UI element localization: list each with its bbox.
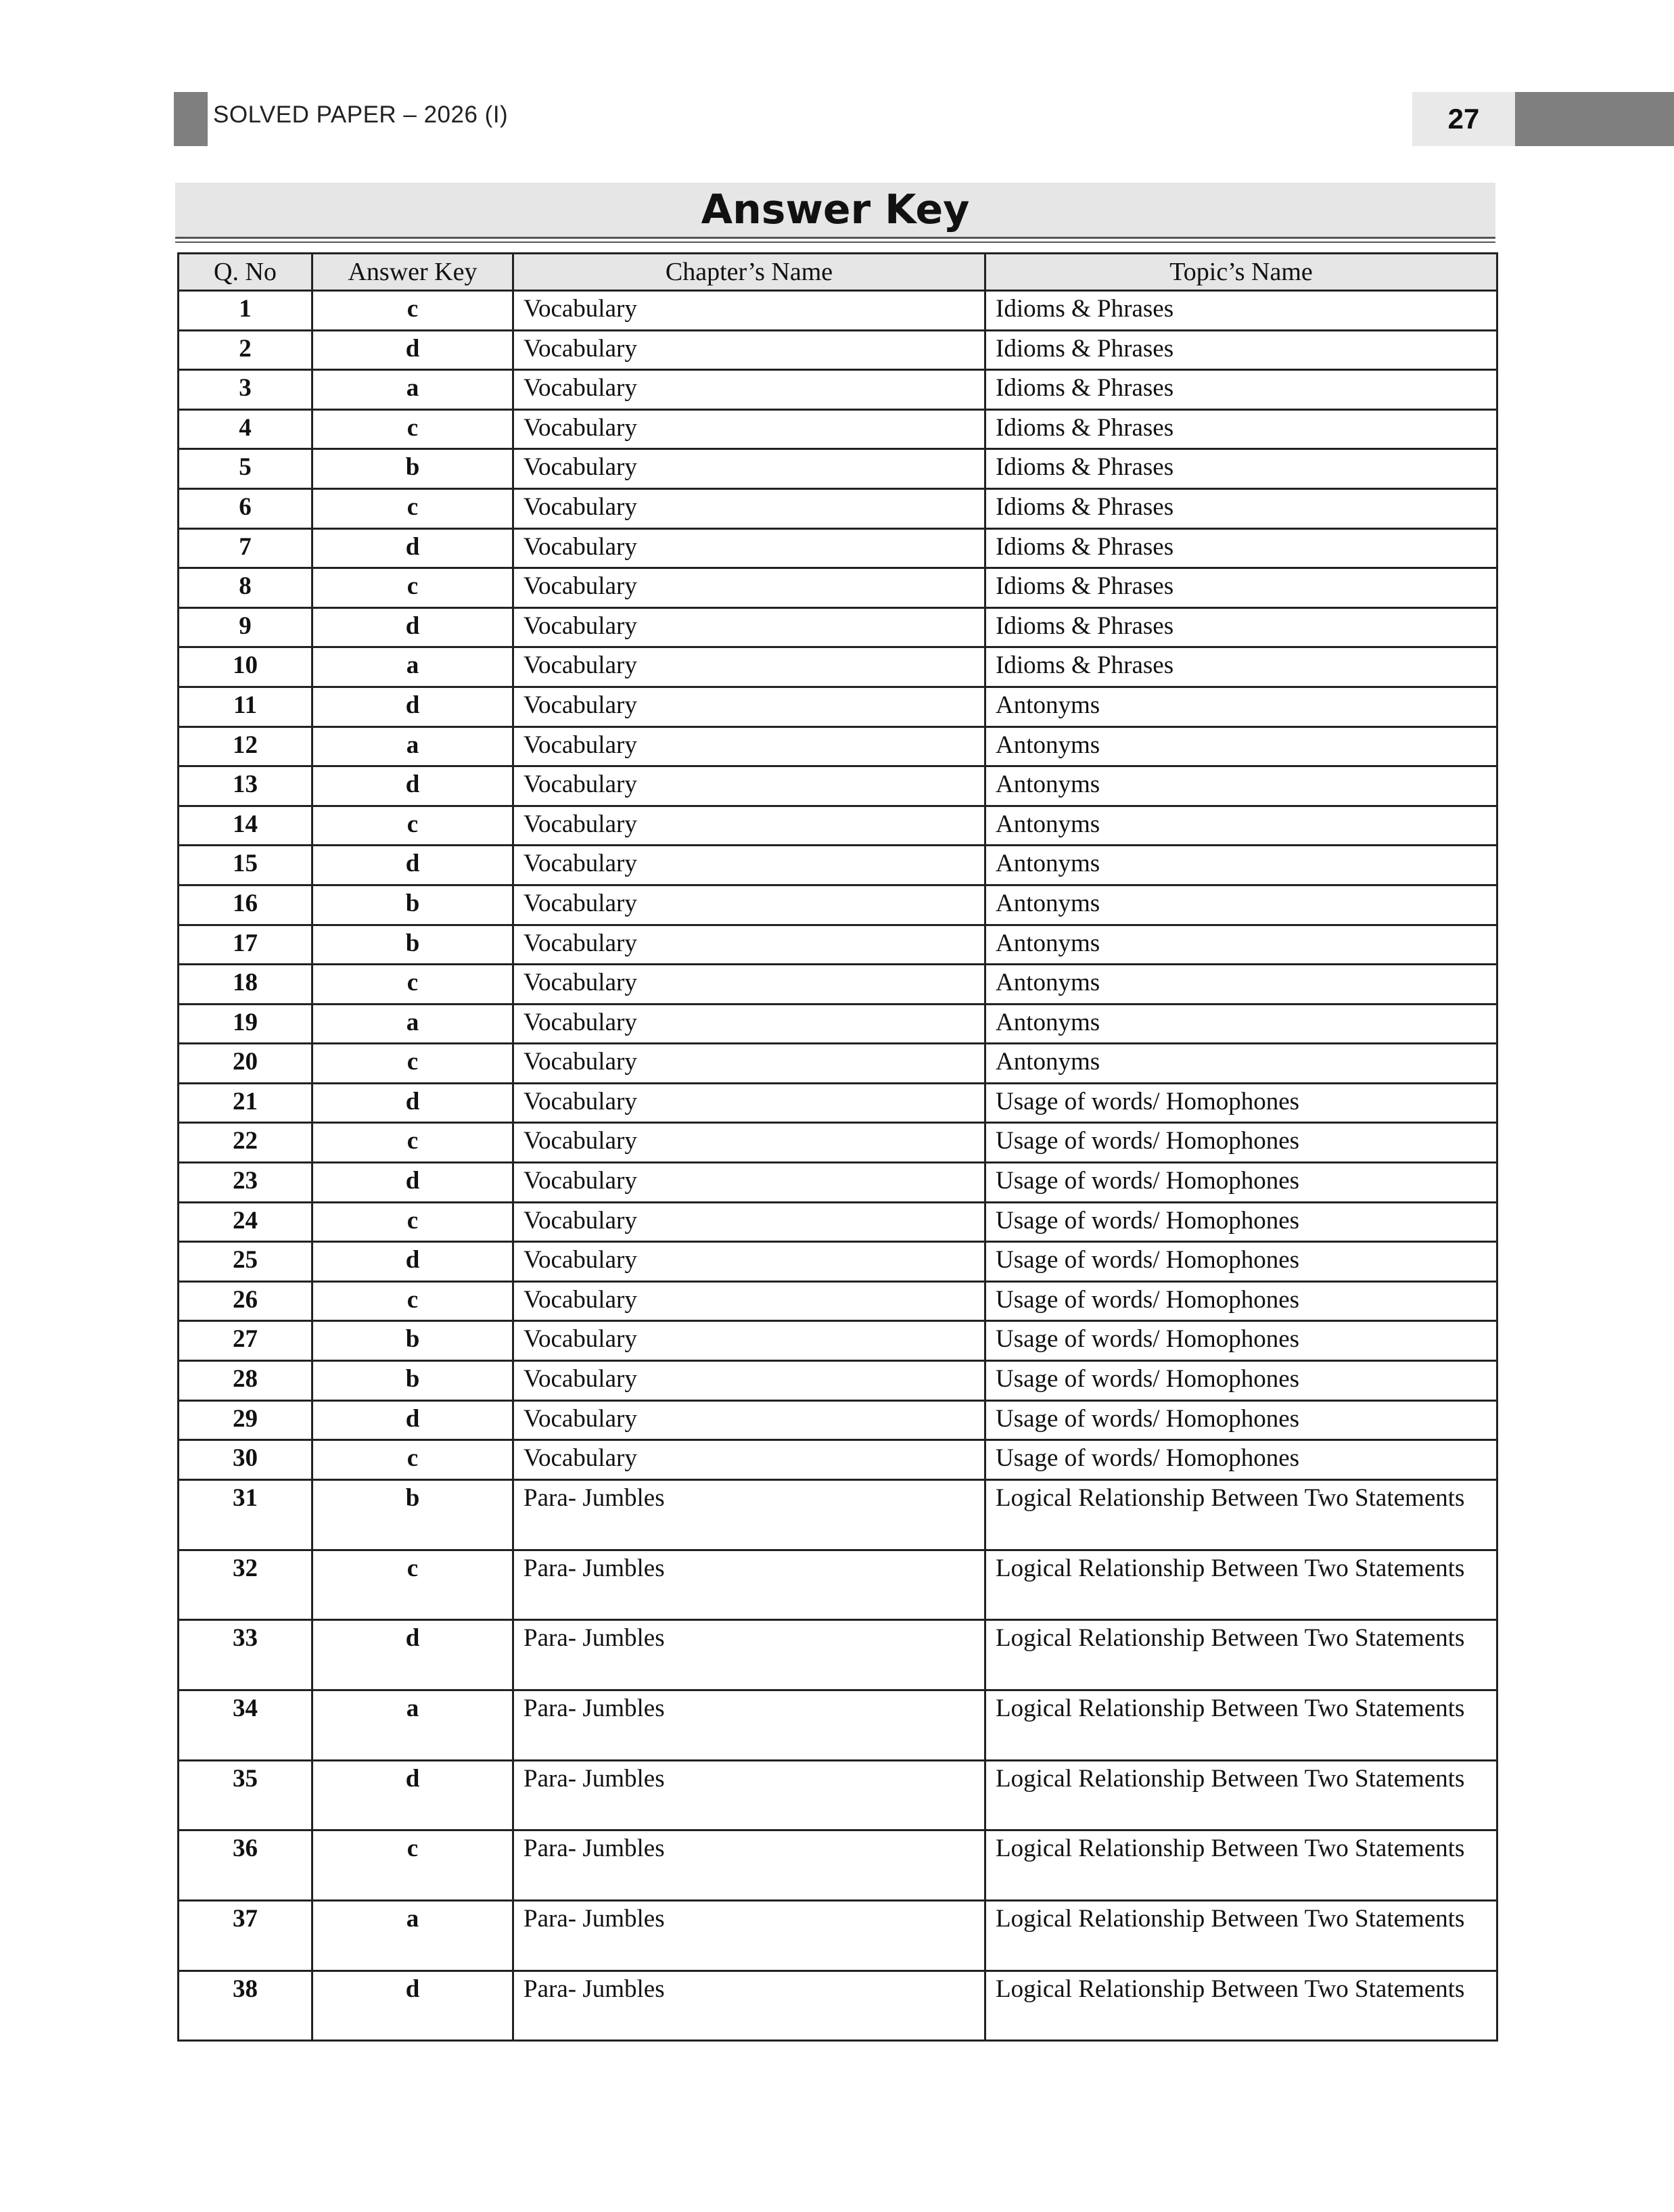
answer-cell: a [312, 727, 513, 766]
question-number-cell: 22 [179, 1123, 312, 1163]
topic-name-cell: Usage of words/ Homophones [985, 1440, 1497, 1480]
table-row [179, 528, 1497, 568]
table-row [179, 1440, 1497, 1480]
section-title: Answer Key [175, 183, 1495, 237]
question-number-cell: 4 [179, 409, 312, 449]
chapter-name-cell: Vocabulary [513, 409, 985, 449]
question-number-cell: 27 [179, 1321, 312, 1361]
table-row [179, 1479, 1497, 1550]
answer-cell: d [312, 687, 513, 727]
answer-cell: c [312, 1550, 513, 1620]
topic-name-cell: Usage of words/ Homophones [985, 1083, 1497, 1123]
chapter-name-cell: Para- Jumbles [513, 1830, 985, 1901]
table-row [179, 885, 1497, 925]
table-row [179, 1004, 1497, 1044]
question-number-cell: 11 [179, 687, 312, 727]
answer-cell: d [312, 330, 513, 370]
answer-cell: b [312, 1361, 513, 1401]
table-row [179, 607, 1497, 647]
topic-name-cell: Usage of words/ Homophones [985, 1321, 1497, 1361]
column-header-answer-key: Answer Key [312, 254, 513, 291]
chapter-name-cell: Vocabulary [513, 925, 985, 965]
table-row [179, 1690, 1497, 1760]
table-header-row [179, 254, 1497, 291]
topic-name-cell: Logical Relationship Between Two Statements [985, 1971, 1497, 2041]
question-number-cell: 36 [179, 1830, 312, 1901]
chapter-name-cell: Vocabulary [513, 568, 985, 608]
topic-name-cell: Usage of words/ Homophones [985, 1202, 1497, 1242]
column-header-chapter: Chapter’s Name [513, 254, 985, 291]
table-row [179, 766, 1497, 806]
chapter-name-cell: Para- Jumbles [513, 1690, 985, 1760]
question-number-cell: 38 [179, 1971, 312, 2041]
topic-name-cell: Usage of words/ Homophones [985, 1400, 1497, 1440]
topic-name-cell: Usage of words/ Homophones [985, 1281, 1497, 1321]
chapter-name-cell: Vocabulary [513, 885, 985, 925]
table-row [179, 1321, 1497, 1361]
answer-cell: c [312, 1281, 513, 1321]
answer-cell: b [312, 885, 513, 925]
chapter-name-cell: Vocabulary [513, 370, 985, 410]
table-row [179, 370, 1497, 410]
answer-cell: b [312, 1479, 513, 1550]
chapter-name-cell: Para- Jumbles [513, 1900, 985, 1971]
answer-cell: d [312, 1760, 513, 1830]
question-number-cell: 32 [179, 1550, 312, 1620]
topic-name-cell: Logical Relationship Between Two Statements [985, 1620, 1497, 1690]
question-number-cell: 29 [179, 1400, 312, 1440]
table-row [179, 687, 1497, 727]
question-number-cell: 16 [179, 885, 312, 925]
question-number-cell: 5 [179, 449, 312, 489]
table-row [179, 846, 1497, 885]
topic-name-cell: Logical Relationship Between Two Statements [985, 1479, 1497, 1550]
table-row [179, 1900, 1497, 1971]
table-row [179, 1550, 1497, 1620]
table-row [179, 925, 1497, 965]
answer-cell: a [312, 1900, 513, 1971]
table-row [179, 647, 1497, 687]
answer-cell: b [312, 1321, 513, 1361]
question-number-cell: 19 [179, 1004, 312, 1044]
chapter-name-cell: Vocabulary [513, 766, 985, 806]
answer-cell: a [312, 370, 513, 410]
topic-name-cell: Logical Relationship Between Two Statements [985, 1550, 1497, 1620]
question-number-cell: 33 [179, 1620, 312, 1690]
question-number-cell: 10 [179, 647, 312, 687]
table-row [179, 1123, 1497, 1163]
chapter-name-cell: Vocabulary [513, 449, 985, 489]
question-number-cell: 23 [179, 1163, 312, 1203]
topic-name-cell: Logical Relationship Between Two Statements [985, 1690, 1497, 1760]
topic-name-cell: Logical Relationship Between Two Statements [985, 1760, 1497, 1830]
table-row [179, 727, 1497, 766]
chapter-name-cell: Vocabulary [513, 330, 985, 370]
chapter-name-cell: Vocabulary [513, 607, 985, 647]
chapter-name-cell: Vocabulary [513, 846, 985, 885]
question-number-cell: 13 [179, 766, 312, 806]
table-row [179, 488, 1497, 528]
table-row [179, 1760, 1497, 1830]
answer-key-table [177, 252, 1498, 2042]
chapter-name-cell: Vocabulary [513, 488, 985, 528]
table-body [179, 291, 1497, 2041]
chapter-name-cell: Vocabulary [513, 528, 985, 568]
topic-name-cell: Logical Relationship Between Two Statements [985, 1830, 1497, 1901]
topic-name-cell: Logical Relationship Between Two Statements [985, 1900, 1497, 1971]
question-number-cell: 3 [179, 370, 312, 410]
topic-name-cell: Usage of words/ Homophones [985, 1242, 1497, 1282]
question-number-cell: 14 [179, 806, 312, 846]
table-row [179, 1163, 1497, 1203]
answer-cell: c [312, 1440, 513, 1480]
answer-cell: c [312, 291, 513, 331]
topic-name-cell: Antonyms [985, 846, 1497, 885]
topic-name-cell: Antonyms [985, 687, 1497, 727]
topic-name-cell: Idioms & Phrases [985, 647, 1497, 687]
topic-name-cell: Antonyms [985, 727, 1497, 766]
topic-name-cell: Idioms & Phrases [985, 568, 1497, 608]
topic-name-cell: Usage of words/ Homophones [985, 1123, 1497, 1163]
answer-cell: d [312, 846, 513, 885]
page-number: 27 [1412, 92, 1515, 146]
chapter-name-cell: Vocabulary [513, 687, 985, 727]
chapter-name-cell: Vocabulary [513, 291, 985, 331]
question-number-cell: 21 [179, 1083, 312, 1123]
question-number-cell: 12 [179, 727, 312, 766]
chapter-name-cell: Vocabulary [513, 1004, 985, 1044]
chapter-name-cell: Vocabulary [513, 965, 985, 1005]
topic-name-cell: Antonyms [985, 925, 1497, 965]
answer-cell: d [312, 1242, 513, 1282]
chapter-name-cell: Vocabulary [513, 1163, 985, 1203]
question-number-cell: 1 [179, 291, 312, 331]
answer-cell: b [312, 449, 513, 489]
table-row [179, 291, 1497, 331]
chapter-name-cell: Vocabulary [513, 1123, 985, 1163]
topic-name-cell: Idioms & Phrases [985, 528, 1497, 568]
question-number-cell: 2 [179, 330, 312, 370]
answer-cell: c [312, 1044, 513, 1084]
answer-cell: c [312, 1123, 513, 1163]
chapter-name-cell: Vocabulary [513, 1321, 985, 1361]
question-number-cell: 8 [179, 568, 312, 608]
topic-name-cell: Antonyms [985, 1004, 1497, 1044]
table-row [179, 1830, 1497, 1901]
table-row [179, 1202, 1497, 1242]
question-number-cell: 6 [179, 488, 312, 528]
chapter-name-cell: Vocabulary [513, 1440, 985, 1480]
question-number-cell: 26 [179, 1281, 312, 1321]
question-number-cell: 20 [179, 1044, 312, 1084]
question-number-cell: 30 [179, 1440, 312, 1480]
chapter-name-cell: Vocabulary [513, 1202, 985, 1242]
topic-name-cell: Idioms & Phrases [985, 330, 1497, 370]
table-row [179, 1971, 1497, 2041]
table-row [179, 1083, 1497, 1123]
chapter-name-cell: Para- Jumbles [513, 1971, 985, 2041]
topic-name-cell: Antonyms [985, 965, 1497, 1005]
answer-cell: d [312, 1083, 513, 1123]
chapter-name-cell: Para- Jumbles [513, 1620, 985, 1690]
table-row [179, 330, 1497, 370]
answer-cell: d [312, 1620, 513, 1690]
chapter-name-cell: Vocabulary [513, 1242, 985, 1282]
question-number-cell: 9 [179, 607, 312, 647]
answer-cell: c [312, 965, 513, 1005]
table-row [179, 1044, 1497, 1084]
title-underline [175, 237, 1495, 239]
table-row [179, 409, 1497, 449]
table-row [179, 806, 1497, 846]
topic-name-cell: Idioms & Phrases [985, 291, 1497, 331]
chapter-name-cell: Vocabulary [513, 1361, 985, 1401]
question-number-cell: 24 [179, 1202, 312, 1242]
chapter-name-cell: Vocabulary [513, 1400, 985, 1440]
question-number-cell: 25 [179, 1242, 312, 1282]
answer-cell: d [312, 607, 513, 647]
answer-cell: d [312, 766, 513, 806]
topic-name-cell: Antonyms [985, 1044, 1497, 1084]
table-row [179, 965, 1497, 1005]
answer-cell: c [312, 1202, 513, 1242]
topic-name-cell: Idioms & Phrases [985, 409, 1497, 449]
answer-cell: c [312, 568, 513, 608]
answer-cell: c [312, 409, 513, 449]
topic-name-cell: Usage of words/ Homophones [985, 1163, 1497, 1203]
table-row [179, 1400, 1497, 1440]
chapter-name-cell: Para- Jumbles [513, 1550, 985, 1620]
table-row [179, 1281, 1497, 1321]
table-row [179, 449, 1497, 489]
header-left-bar [174, 92, 208, 146]
answer-cell: a [312, 647, 513, 687]
answer-cell: d [312, 1400, 513, 1440]
chapter-name-cell: Vocabulary [513, 1044, 985, 1084]
topic-name-cell: Idioms & Phrases [985, 370, 1497, 410]
column-header-qno: Q. No [179, 254, 312, 291]
chapter-name-cell: Para- Jumbles [513, 1760, 985, 1830]
answer-cell: d [312, 1163, 513, 1203]
chapter-name-cell: Para- Jumbles [513, 1479, 985, 1550]
question-number-cell: 18 [179, 965, 312, 1005]
topic-name-cell: Idioms & Phrases [985, 607, 1497, 647]
topic-name-cell: Antonyms [985, 766, 1497, 806]
chapter-name-cell: Vocabulary [513, 1281, 985, 1321]
topic-name-cell: Antonyms [985, 885, 1497, 925]
table-row [179, 1620, 1497, 1690]
question-number-cell: 35 [179, 1760, 312, 1830]
question-number-cell: 15 [179, 846, 312, 885]
answer-cell: a [312, 1004, 513, 1044]
table-row [179, 1361, 1497, 1401]
table-row [179, 568, 1497, 608]
question-number-cell: 7 [179, 528, 312, 568]
title-underline-second [175, 241, 1495, 243]
question-number-cell: 31 [179, 1479, 312, 1550]
question-number-cell: 28 [179, 1361, 312, 1401]
answer-cell: a [312, 1690, 513, 1760]
chapter-name-cell: Vocabulary [513, 647, 985, 687]
answer-cell: c [312, 806, 513, 846]
question-number-cell: 17 [179, 925, 312, 965]
topic-name-cell: Idioms & Phrases [985, 488, 1497, 528]
answer-cell: d [312, 1971, 513, 2041]
question-number-cell: 37 [179, 1900, 312, 1971]
column-header-topic: Topic’s Name [985, 254, 1497, 291]
answer-cell: d [312, 528, 513, 568]
header-right-bar [1515, 92, 1674, 146]
chapter-name-cell: Vocabulary [513, 727, 985, 766]
chapter-name-cell: Vocabulary [513, 806, 985, 846]
answer-cell: b [312, 925, 513, 965]
table-row [179, 1242, 1497, 1282]
topic-name-cell: Antonyms [985, 806, 1497, 846]
topic-name-cell: Usage of words/ Homophones [985, 1361, 1497, 1401]
question-number-cell: 34 [179, 1690, 312, 1760]
topic-name-cell: Idioms & Phrases [985, 449, 1497, 489]
answer-cell: c [312, 488, 513, 528]
running-title: SOLVED PAPER – 2026 (I) [213, 101, 509, 128]
chapter-name-cell: Vocabulary [513, 1083, 985, 1123]
answer-cell: c [312, 1830, 513, 1901]
